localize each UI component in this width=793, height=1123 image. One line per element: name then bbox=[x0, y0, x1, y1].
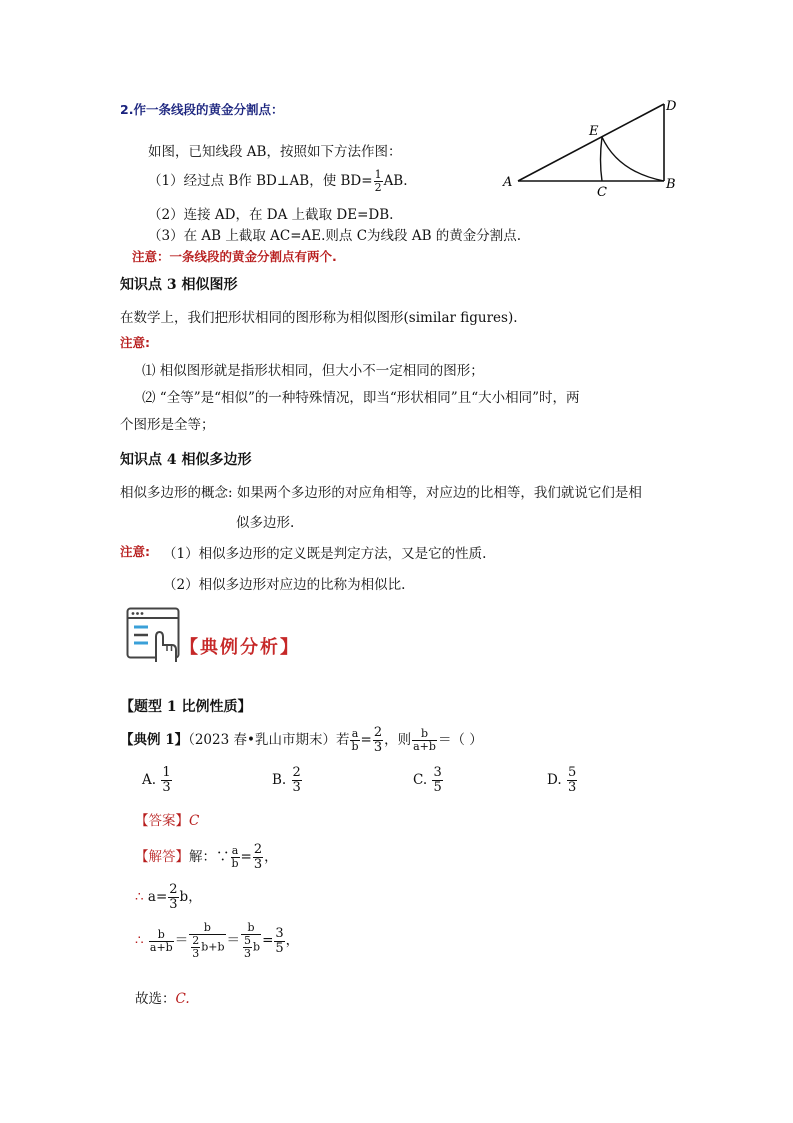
option-d bbox=[547, 766, 578, 795]
choose-line bbox=[135, 987, 190, 1007]
frac-b-over-53b bbox=[241, 922, 261, 960]
frac-num: 2 bbox=[169, 882, 178, 897]
frac-a-over-b bbox=[231, 845, 240, 870]
comma: ， bbox=[264, 849, 278, 865]
option-fraction bbox=[161, 766, 171, 795]
frac-b-over-23b-plus-b bbox=[189, 922, 225, 960]
frac-num: b bbox=[412, 728, 437, 741]
answer-value: C bbox=[189, 813, 200, 829]
section2-title: 2.作一条线段的黄金分割点： bbox=[120, 102, 284, 117]
example-analysis-icon bbox=[126, 607, 182, 663]
frac-b-over-apb bbox=[412, 728, 437, 753]
answer-label: 【答案】 bbox=[135, 813, 189, 829]
frac-den: 5 bbox=[275, 940, 284, 956]
frac-3-over-5 bbox=[274, 927, 284, 956]
frac-den bbox=[189, 935, 225, 960]
section2-step3: （3）在 AB 上截取 AC=AE.则点 C为线段 AB 的黄金分割点. bbox=[148, 228, 522, 244]
frac-den: 3 bbox=[567, 780, 577, 795]
option-fraction bbox=[432, 766, 442, 795]
kp3-item2-line1: ⑵ “全等”是“相似”的一种特殊情况，即当“形状相同”且“大小相同”时，两 bbox=[142, 390, 580, 406]
step1-fraction bbox=[374, 169, 383, 194]
kp3-text: 在数学上，我们把形状相同的图形称为相似图形(similar figures). bbox=[120, 310, 518, 326]
eq-sign: ＝ bbox=[226, 932, 241, 949]
label-e: E bbox=[589, 124, 599, 139]
kp4-note2: （2）相似多边形对应边的比称为相似比. bbox=[163, 577, 406, 593]
frac-den: 5 bbox=[433, 780, 442, 795]
inner-den: 3 bbox=[244, 947, 252, 960]
label-d: D bbox=[666, 99, 677, 114]
kp4-def-line2: 似多边形. bbox=[236, 515, 295, 531]
frac-den: 3 bbox=[253, 857, 263, 872]
frac-2-over-3 bbox=[373, 726, 383, 755]
frac-den: b bbox=[351, 740, 359, 753]
frac-den: 3 bbox=[169, 897, 178, 912]
b-text: b bbox=[253, 940, 261, 954]
then-text: ，则 bbox=[384, 732, 412, 748]
choose-value: C. bbox=[175, 991, 190, 1007]
section2-step1 bbox=[148, 169, 408, 194]
comma: ， bbox=[285, 932, 300, 949]
choose-prefix: 故选： bbox=[135, 991, 176, 1007]
section2-note: 注意：一条线段的黄金分割点有两个. bbox=[132, 249, 337, 264]
arc-eb bbox=[602, 137, 664, 181]
eq-sign: ＝ bbox=[174, 932, 189, 949]
eq-sign: = bbox=[262, 932, 274, 949]
arc-ec bbox=[601, 137, 603, 181]
golden-section-figure bbox=[500, 94, 690, 198]
kp3-item1: ⑴ 相似图形就是指形状相同，但大小不一定相同的图形； bbox=[142, 363, 484, 379]
option-letter: A. bbox=[142, 772, 157, 788]
example-analysis-banner: 【典例分析】 bbox=[180, 637, 300, 658]
label-b: B bbox=[666, 177, 676, 192]
bb-text: b+b bbox=[201, 940, 225, 954]
frac-num: 3 bbox=[433, 765, 442, 780]
frac-num: a bbox=[231, 844, 239, 857]
inner-den: 3 bbox=[192, 947, 200, 960]
kp4-note1: （1）相似多边形的定义既是判定方法，又是它的性质. bbox=[163, 546, 487, 562]
example1-label: 【典例 1】 bbox=[120, 732, 189, 748]
option-letter: B. bbox=[272, 772, 287, 788]
option-a bbox=[142, 766, 173, 795]
frac-b-over-apb bbox=[149, 929, 174, 954]
frac-num: 2 bbox=[292, 765, 301, 780]
frac-den: b bbox=[231, 857, 239, 870]
inner-frac bbox=[191, 935, 200, 960]
frac-num: 1 bbox=[162, 765, 171, 780]
solution-line3 bbox=[135, 922, 299, 960]
frac-2-over-3 bbox=[168, 883, 178, 912]
label-a: A bbox=[503, 175, 513, 190]
option-c bbox=[413, 766, 444, 795]
section2-intro: 如图，已知线段 AB，按照如下方法作图： bbox=[148, 144, 402, 160]
kp3-heading: 知识点 3 相似图形 bbox=[120, 277, 238, 293]
line2-prefix: a= bbox=[147, 889, 168, 905]
step1-suffix: AB. bbox=[383, 173, 408, 189]
kp4-def-line1: 相似多边形的概念: 如果两个多边形的对应角相等，对应边的比相等，我们就说它们是相 bbox=[120, 485, 642, 501]
option-letter: C. bbox=[413, 772, 428, 788]
kp4-heading: 知识点 4 相似多边形 bbox=[120, 452, 252, 468]
step1-frac-den: 2 bbox=[374, 181, 382, 194]
line2-suffix: b， bbox=[179, 889, 202, 905]
option-letter: D. bbox=[547, 772, 562, 788]
step1-prefix: （1）经过点 B作 BD⊥AB，使 BD= bbox=[148, 173, 373, 189]
solution-label: 【解答】 bbox=[135, 849, 189, 865]
inner-num: 2 bbox=[192, 934, 200, 947]
therefore-symbol: ∴ bbox=[135, 932, 144, 949]
option-fraction bbox=[292, 766, 302, 795]
frac-den: 3 bbox=[292, 780, 301, 795]
eq-sign: = bbox=[360, 732, 372, 748]
frac-den: 3 bbox=[373, 740, 383, 755]
frac-num: b bbox=[189, 922, 225, 935]
frac-num: 2 bbox=[253, 842, 263, 857]
option-fraction bbox=[567, 766, 577, 795]
frac-num: 2 bbox=[373, 725, 383, 740]
frac-num: b bbox=[149, 929, 174, 942]
answer-paren: ＝（ ） bbox=[437, 732, 483, 748]
example1-text: （2023 春•乳山市期末）若 bbox=[188, 732, 350, 748]
frac-2-over-3 bbox=[253, 843, 263, 872]
frac-num: 3 bbox=[275, 925, 284, 941]
inner-frac bbox=[243, 935, 252, 960]
frac-num: a bbox=[351, 727, 359, 740]
kp4-note-label: 注意: bbox=[120, 544, 150, 559]
solution-line2 bbox=[135, 883, 202, 912]
solution-prefix: 解：∵ bbox=[189, 849, 230, 865]
example1-question bbox=[120, 726, 483, 755]
kp3-item2-line2: 个图形是全等； bbox=[120, 417, 215, 433]
section2-step2: （2）连接 AD，在 DA 上截取 DE=DB. bbox=[148, 207, 394, 223]
frac-a-over-b bbox=[350, 728, 359, 753]
type1-heading: 【题型 1 比例性质】 bbox=[120, 699, 252, 715]
label-c: C bbox=[597, 185, 607, 198]
eq-sign: = bbox=[240, 849, 252, 865]
therefore-symbol: ∴ bbox=[135, 889, 144, 905]
frac-den bbox=[241, 935, 261, 960]
answer-line bbox=[135, 809, 199, 829]
segment-ad bbox=[518, 104, 664, 181]
step1-frac-num: 1 bbox=[374, 168, 382, 181]
frac-den: a+b bbox=[149, 940, 173, 954]
frac-den: 3 bbox=[162, 780, 171, 795]
inner-num: 5 bbox=[244, 934, 252, 947]
frac-den: a+b bbox=[413, 740, 436, 753]
kp3-note-label: 注意: bbox=[120, 335, 150, 350]
frac-num: b bbox=[241, 922, 261, 935]
option-b bbox=[272, 766, 303, 795]
solution-line1 bbox=[135, 843, 278, 872]
frac-num: 5 bbox=[567, 765, 577, 780]
